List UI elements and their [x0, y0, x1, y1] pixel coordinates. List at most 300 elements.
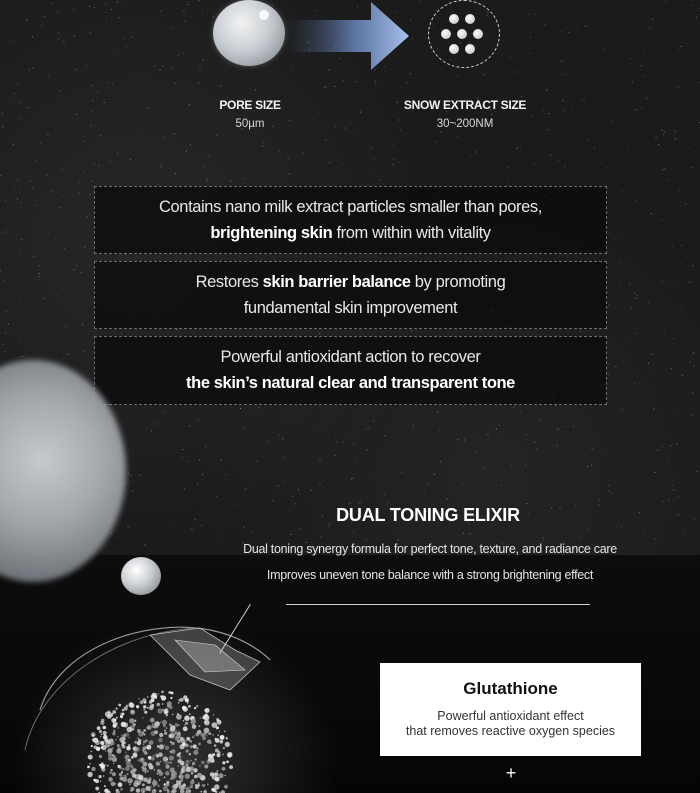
- particle: [157, 703, 161, 707]
- grain-dot: [619, 261, 620, 262]
- grain-dot: [245, 489, 246, 490]
- grain-dot: [615, 366, 616, 367]
- grain-dot: [375, 83, 376, 84]
- grain-dot: [537, 449, 538, 450]
- grain-dot: [160, 167, 161, 168]
- grain-dot: [402, 472, 403, 473]
- grain-dot: [177, 329, 178, 330]
- grain-dot: [351, 479, 352, 480]
- grain-dot: [78, 193, 79, 194]
- particle: [217, 734, 219, 736]
- grain-dot: [67, 354, 68, 355]
- grain-dot: [529, 53, 530, 54]
- particle: [125, 759, 129, 763]
- particle: [149, 706, 154, 711]
- grain-dot: [399, 162, 400, 163]
- grain-dot: [393, 164, 394, 165]
- grain-dot: [217, 535, 218, 536]
- grain-dot: [673, 489, 674, 490]
- benefit-highlight: skin barrier balance: [262, 273, 411, 291]
- particle: [172, 785, 176, 789]
- particle: [103, 735, 108, 740]
- grain-dot: [692, 5, 693, 6]
- grain-dot: [81, 272, 82, 273]
- particle: [171, 762, 172, 763]
- grain-dot: [76, 114, 77, 115]
- grain-dot: [3, 280, 4, 281]
- grain-dot: [91, 85, 92, 86]
- grain-dot: [420, 1, 421, 2]
- grain-dot: [543, 537, 544, 538]
- grain-dot: [20, 338, 21, 339]
- grain-dot: [277, 61, 278, 62]
- grain-dot: [345, 128, 346, 129]
- grain-dot: [581, 94, 582, 95]
- grain-dot: [410, 73, 411, 74]
- grain-dot: [5, 200, 6, 201]
- particle: [164, 777, 166, 779]
- grain-dot: [335, 126, 336, 127]
- grain-dot: [496, 429, 497, 430]
- grain-dot: [644, 532, 645, 533]
- grain-dot: [278, 485, 279, 486]
- grain-dot: [357, 134, 358, 135]
- grain-dot: [66, 327, 67, 328]
- grain-dot: [696, 17, 697, 18]
- particle: [160, 695, 162, 697]
- grain-dot: [126, 469, 127, 470]
- particle: [224, 785, 228, 789]
- particle: [224, 731, 226, 733]
- grain-dot: [321, 128, 322, 129]
- grain-dot: [665, 1, 666, 2]
- particle: [119, 773, 122, 776]
- grain-dot: [521, 96, 522, 97]
- grain-dot: [678, 496, 679, 497]
- grain-dot: [679, 410, 680, 411]
- grain-dot: [649, 28, 650, 29]
- grain-dot: [91, 181, 92, 182]
- particle: [208, 732, 211, 735]
- grain-dot: [356, 81, 357, 82]
- grain-dot: [643, 54, 644, 55]
- pore-sphere-icon: [213, 0, 285, 66]
- particle: [192, 724, 197, 729]
- particle: [163, 725, 166, 728]
- grain-dot: [671, 445, 672, 446]
- grain-dot: [206, 178, 207, 179]
- particle: [137, 707, 139, 709]
- grain-dot: [106, 19, 107, 20]
- grain-dot: [585, 26, 586, 27]
- particle: [196, 747, 198, 749]
- grain-dot: [75, 88, 76, 89]
- particle: [95, 779, 99, 783]
- grain-dot: [558, 160, 559, 161]
- grain-dot: [679, 474, 680, 475]
- grain-dot: [612, 120, 613, 121]
- grain-dot: [13, 101, 14, 102]
- grain-dot: [366, 449, 367, 450]
- particle: [146, 745, 151, 750]
- grain-dot: [5, 231, 6, 232]
- particle: [143, 705, 146, 708]
- benefit-text: from within with vitality: [332, 224, 491, 242]
- grain-dot: [572, 108, 573, 109]
- particle: [133, 753, 137, 757]
- grain-dot: [651, 213, 652, 214]
- particle: [151, 694, 156, 699]
- grain-dot: [197, 484, 198, 485]
- grain-dot: [477, 451, 478, 452]
- grain-dot: [621, 526, 622, 527]
- grain-dot: [289, 173, 290, 174]
- grain-dot: [627, 147, 628, 148]
- grain-dot: [631, 308, 632, 309]
- particle: [176, 714, 182, 720]
- particle: [143, 746, 147, 750]
- particle: [164, 783, 166, 785]
- particle: [175, 723, 179, 727]
- grain-dot: [319, 333, 320, 334]
- particle: [222, 767, 226, 771]
- ingredient-desc-line: Powerful antioxidant effect: [437, 709, 584, 723]
- grain-dot: [272, 500, 273, 501]
- grain-dot: [588, 529, 589, 530]
- particle: [178, 724, 180, 726]
- grain-dot: [290, 534, 291, 535]
- particle: [203, 784, 206, 787]
- particle: [95, 787, 99, 791]
- grain-dot: [104, 102, 105, 103]
- grain-dot: [470, 156, 471, 157]
- grain-dot: [220, 86, 221, 87]
- particle: [162, 703, 164, 705]
- grain-dot: [78, 167, 79, 168]
- particle: [157, 785, 160, 788]
- particle: [211, 788, 215, 792]
- particle: [91, 732, 96, 737]
- grain-dot: [175, 173, 176, 174]
- grain-dot: [2, 233, 3, 234]
- grain-dot: [608, 374, 609, 375]
- grain-dot: [160, 11, 161, 12]
- grain-dot: [164, 137, 165, 138]
- grain-dot: [90, 194, 91, 195]
- grain-dot: [636, 298, 637, 299]
- particle: [154, 730, 158, 734]
- grain-dot: [584, 101, 585, 102]
- grain-dot: [499, 425, 500, 426]
- grain-dot: [464, 440, 465, 441]
- grain-dot: [652, 19, 653, 20]
- particle: [185, 760, 189, 764]
- grain-dot: [657, 450, 658, 451]
- grain-dot: [124, 39, 125, 40]
- grain-dot: [263, 142, 264, 143]
- particle: [181, 785, 185, 789]
- grain-dot: [436, 141, 437, 142]
- grain-dot: [105, 99, 106, 100]
- grain-dot: [220, 460, 221, 461]
- grain-dot: [520, 147, 521, 148]
- grain-dot: [535, 14, 536, 15]
- grain-dot: [359, 502, 360, 503]
- particle: [93, 779, 94, 780]
- particle: [136, 747, 140, 751]
- grain-dot: [47, 175, 48, 176]
- particle: [206, 735, 208, 737]
- particle-sphere-visual: [0, 600, 380, 793]
- particle: [169, 762, 171, 764]
- grain-dot: [157, 423, 158, 424]
- grain-dot: [632, 82, 633, 83]
- grain-dot: [534, 442, 535, 443]
- grain-dot: [114, 53, 115, 54]
- particle: [159, 790, 162, 793]
- grain-dot: [39, 273, 40, 274]
- particle: [158, 693, 159, 694]
- particle: [160, 721, 162, 723]
- grain-dot: [672, 485, 673, 486]
- particle: [178, 752, 181, 755]
- particle: [143, 778, 147, 782]
- particle: [138, 698, 140, 700]
- particle: [128, 737, 130, 739]
- particle: [122, 768, 124, 770]
- grain-dot: [191, 528, 192, 529]
- particle: [97, 726, 101, 730]
- particle: [117, 744, 120, 747]
- section-subtitle-1: Dual toning synergy formula for perfect tone, texture, and radiance care: [243, 542, 617, 556]
- particle: [88, 755, 93, 760]
- particle: [110, 744, 112, 746]
- grain-dot: [189, 426, 190, 427]
- grain-dot: [654, 409, 655, 410]
- grain-dot: [79, 182, 80, 183]
- grain-dot: [682, 309, 683, 310]
- particle: [100, 736, 101, 737]
- grain-dot: [256, 461, 257, 462]
- grain-dot: [458, 439, 459, 440]
- grain-dot: [474, 94, 475, 95]
- grain-dot: [629, 284, 630, 285]
- grain-dot: [532, 116, 533, 117]
- particle: [127, 773, 129, 775]
- particle: [121, 734, 124, 737]
- grain-dot: [111, 9, 112, 10]
- grain-dot: [434, 474, 435, 475]
- particle: [164, 732, 167, 735]
- particle: [189, 753, 191, 755]
- particle: [159, 733, 163, 737]
- grain-dot: [40, 143, 41, 144]
- grain-dot: [662, 281, 663, 282]
- plus-icon: +: [505, 763, 517, 783]
- particle: [205, 789, 206, 790]
- grain-dot: [424, 493, 425, 494]
- grain-dot: [272, 4, 273, 5]
- grain-dot: [528, 14, 529, 15]
- grain-dot: [92, 111, 93, 112]
- grain-dot: [8, 323, 9, 324]
- grain-dot: [642, 75, 643, 76]
- grain-dot: [156, 506, 157, 507]
- particle: [193, 750, 198, 755]
- grain-dot: [82, 324, 83, 325]
- particle: [197, 730, 201, 734]
- grain-dot: [43, 298, 44, 299]
- particle: [196, 705, 198, 707]
- particle: [91, 745, 93, 747]
- particle: [122, 745, 126, 749]
- particle: [178, 699, 179, 700]
- particle: [125, 766, 130, 771]
- particle: [129, 784, 130, 785]
- grain-dot: [510, 57, 511, 58]
- particle: [198, 782, 200, 784]
- grain-dot: [185, 21, 186, 22]
- particle: [87, 772, 92, 777]
- grain-dot: [38, 265, 39, 266]
- particle: [152, 780, 157, 785]
- grain-dot: [57, 12, 58, 13]
- particle: [207, 739, 211, 743]
- particle: [144, 734, 145, 735]
- particle: [147, 696, 149, 698]
- grain-dot: [546, 34, 547, 35]
- grain-dot: [161, 164, 162, 165]
- grain-dot: [541, 431, 542, 432]
- particle: [192, 779, 194, 781]
- particle: [193, 768, 197, 772]
- particle: [129, 702, 134, 707]
- grain-dot: [543, 540, 544, 541]
- grain-dot: [130, 159, 131, 160]
- grain-dot: [101, 106, 102, 107]
- grain-dot: [163, 411, 164, 412]
- grain-dot: [514, 407, 515, 408]
- grain-dot: [622, 191, 623, 192]
- grain-dot: [463, 406, 464, 407]
- particle: [151, 756, 155, 760]
- grain-dot: [687, 256, 688, 257]
- particle: [179, 774, 184, 779]
- particle: [147, 770, 149, 772]
- particle: [172, 788, 177, 793]
- grain-dot: [689, 147, 690, 148]
- grain-dot: [457, 137, 458, 138]
- grain-dot: [85, 247, 86, 248]
- particle: [201, 791, 203, 793]
- particle: [136, 788, 141, 793]
- grain-dot: [413, 425, 414, 426]
- snow-size-label: SNOW EXTRACT SIZE: [403, 98, 527, 112]
- grain-dot: [174, 134, 175, 135]
- grain-dot: [213, 16, 214, 17]
- grain-dot: [207, 114, 208, 115]
- particle: [164, 745, 165, 746]
- grain-dot: [611, 492, 612, 493]
- grain-dot: [171, 28, 172, 29]
- particle: [216, 718, 219, 721]
- grain-dot: [507, 178, 508, 179]
- particle: [164, 709, 169, 714]
- grain-dot: [58, 33, 59, 34]
- particle: [119, 766, 122, 769]
- grain-dot: [663, 169, 664, 170]
- benefit-box-3: [94, 336, 607, 405]
- grain-dot: [639, 512, 640, 513]
- particle: [195, 758, 197, 760]
- particle: [170, 751, 172, 753]
- particle: [87, 766, 90, 769]
- particle: [120, 777, 124, 781]
- grain-dot: [170, 522, 171, 523]
- particle: [115, 739, 116, 740]
- grain-dot: [320, 460, 321, 461]
- particle: [108, 777, 113, 782]
- particle: [168, 734, 172, 738]
- particle: [159, 779, 160, 780]
- grain-dot: [437, 412, 438, 413]
- arrow-right-icon: [283, 0, 411, 72]
- grain-dot: [463, 533, 464, 534]
- particle: [192, 736, 194, 738]
- particle: [186, 787, 190, 791]
- connector-line: [286, 604, 590, 605]
- particle: [148, 763, 152, 767]
- grain-dot: [204, 166, 205, 167]
- particle: [187, 737, 190, 740]
- particle: [190, 760, 192, 762]
- grain-dot: [587, 140, 588, 141]
- grain-dot: [108, 108, 109, 109]
- grain-dot: [595, 423, 596, 424]
- particle: [115, 783, 116, 784]
- grain-dot: [35, 160, 36, 161]
- grain-dot: [112, 83, 113, 84]
- grain-dot: [682, 375, 683, 376]
- grain-dot: [656, 137, 657, 138]
- grain-dot: [427, 484, 428, 485]
- particle: [104, 785, 106, 787]
- grain-dot: [183, 449, 184, 450]
- grain-dot: [117, 2, 118, 3]
- grain-dot: [255, 89, 256, 90]
- grain-dot: [73, 269, 74, 270]
- grain-dot: [184, 488, 185, 489]
- grain-dot: [3, 344, 4, 345]
- grain-dot: [592, 449, 593, 450]
- grain-dot: [207, 180, 208, 181]
- grain-dot: [89, 6, 90, 7]
- grain-dot: [343, 80, 344, 81]
- grain-dot: [101, 82, 102, 83]
- grain-dot: [447, 499, 448, 500]
- particle: [139, 758, 144, 763]
- grain-dot: [573, 426, 574, 427]
- grain-dot: [75, 69, 76, 70]
- particle: [130, 710, 135, 715]
- grain-dot: [14, 189, 15, 190]
- grain-dot: [14, 93, 15, 94]
- particle: [204, 765, 208, 769]
- particle: [126, 746, 130, 750]
- grain-dot: [292, 496, 293, 497]
- grain-dot: [508, 167, 509, 168]
- grain-dot: [20, 298, 21, 299]
